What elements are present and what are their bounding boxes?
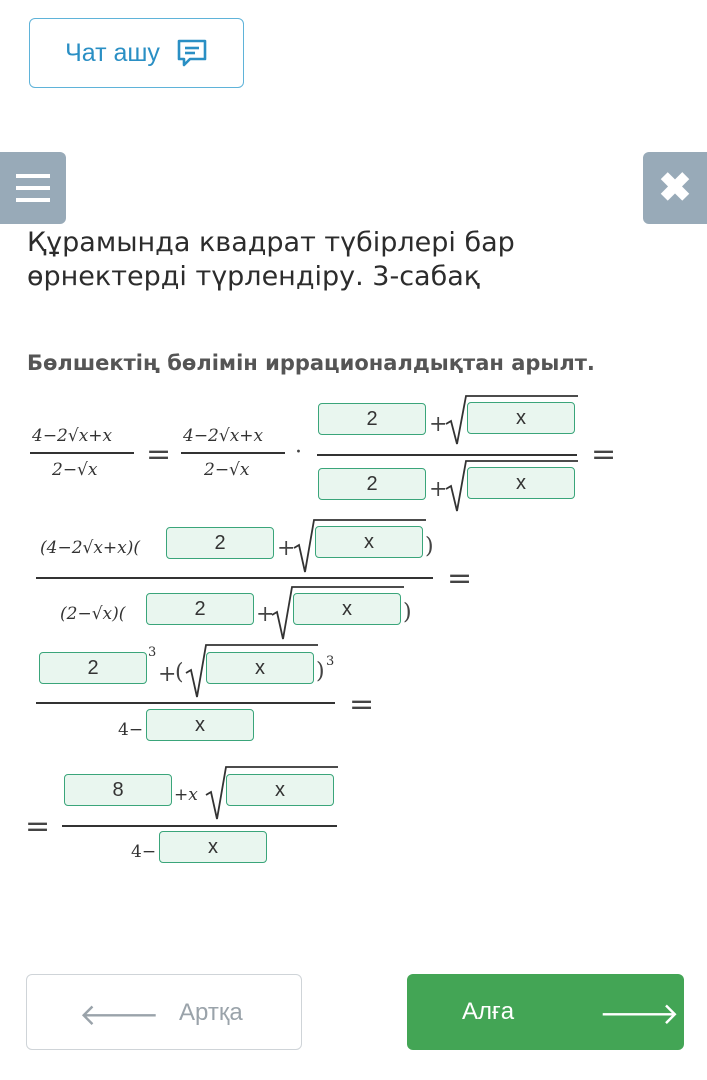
plus-sign: + [429, 412, 448, 437]
answer-field[interactable]: 2 [318, 468, 426, 500]
arrow-right-icon: 🡒 [599, 998, 680, 1031]
row2-denominator-prefix: (2−√x)( [60, 604, 126, 624]
fraction1-denominator: 2−√x [52, 460, 98, 480]
close-button[interactable] [643, 152, 707, 224]
plus-sign: + [256, 602, 275, 627]
answer-field[interactable]: x [467, 467, 575, 499]
answer-field[interactable]: 2 [146, 593, 254, 625]
row3-denominator-prefix: 4− [118, 720, 144, 740]
lesson-title: Құрамында квадрат түбірлері бар өрнектерді түрлендіру. 3-сабақ [27, 227, 515, 292]
plus-sign: + [158, 662, 177, 687]
exponent: 3 [326, 654, 335, 669]
fraction2-bar [181, 452, 285, 454]
answer-field[interactable]: x [159, 831, 267, 863]
equals-sign: = [447, 561, 473, 596]
fraction3-bar [317, 454, 577, 456]
arrow-left-icon: 🡐 [79, 999, 160, 1032]
back-button-label: Артқа [179, 999, 243, 1026]
equals-sign: = [146, 437, 172, 472]
answer-field[interactable]: 2 [39, 652, 147, 684]
open-chat-button[interactable] [29, 18, 244, 88]
fraction4-bar [36, 577, 433, 579]
answer-field[interactable]: x [146, 709, 254, 741]
next-button-label: Алға [462, 998, 515, 1025]
fraction1-numerator: 4−2√x+x [32, 426, 113, 446]
close-paren: ) [316, 659, 325, 684]
exponent: 3 [148, 645, 157, 660]
answer-field[interactable]: x [226, 774, 334, 806]
plus-sign: + [429, 477, 448, 502]
fraction6-bar [62, 825, 337, 827]
close-icon: ✖ [658, 166, 692, 210]
answer-field[interactable]: x [467, 402, 575, 434]
equals-sign: = [25, 809, 51, 844]
answer-field[interactable]: 2 [318, 403, 426, 435]
close-paren: ) [425, 534, 434, 559]
chat-button-label: Чат ашу [65, 38, 160, 67]
plus-sign: + [277, 536, 296, 561]
answer-field[interactable]: x [206, 652, 314, 684]
row2-numerator-prefix: (4−2√x+x)( [40, 538, 141, 558]
row4-denominator-prefix: 4− [131, 842, 157, 862]
back-button[interactable] [26, 974, 302, 1050]
fraction5-bar [36, 702, 335, 704]
menu-button[interactable] [0, 152, 66, 224]
fraction1-bar [30, 452, 134, 454]
chat-bubble-icon [176, 37, 208, 69]
open-paren: ( [175, 660, 184, 685]
equals-sign: = [591, 437, 617, 472]
answer-field[interactable]: 8 [64, 774, 172, 806]
answer-field[interactable]: x [315, 526, 423, 558]
task-instruction: Бөлшектің бөлімін иррационалдықтан арылт. [27, 351, 595, 375]
close-paren: ) [403, 600, 412, 625]
hamburger-menu-icon [16, 174, 50, 202]
dot-operator: · [295, 440, 302, 465]
row4-numerator-mid: +x [174, 785, 198, 805]
next-button[interactable] [407, 974, 684, 1050]
answer-field[interactable]: x [293, 593, 401, 625]
fraction2-numerator: 4−2√x+x [183, 426, 264, 446]
fraction2-denominator: 2−√x [204, 460, 250, 480]
equals-sign: = [349, 687, 375, 722]
answer-field[interactable]: 2 [166, 527, 274, 559]
